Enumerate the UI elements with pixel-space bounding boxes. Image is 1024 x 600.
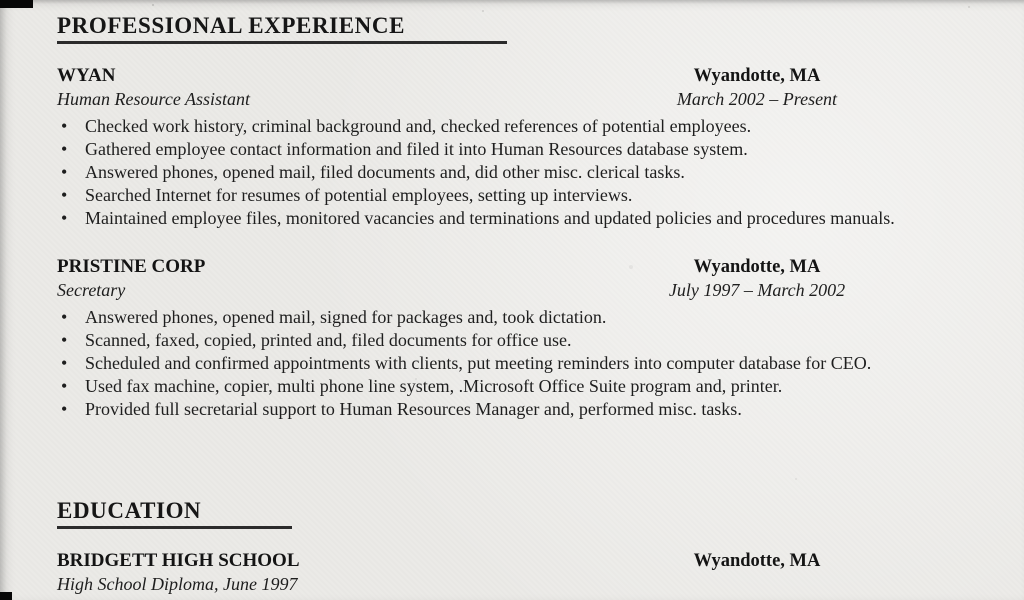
bullet-marker — [57, 398, 85, 421]
bullet-marker — [57, 115, 85, 138]
bullet-marker — [57, 306, 85, 329]
bullet-text: Answered phones, opened mail, filed documents and, did other misc. clerical tasks. — [85, 162, 685, 182]
experience-entry-pristine-corp — [57, 255, 964, 421]
degree-title: High School Diploma, June 1997 — [57, 574, 298, 594]
bullet-text: Searched Internet for resumes of potential employees, setting up interviews. — [85, 185, 633, 205]
bullet-text: Scanned, faxed, copied, printed and, filed documents for office use. — [85, 330, 572, 350]
bullet-item — [57, 161, 964, 184]
bullet-text: Checked work history, criminal background and, checked references of potential employees. — [85, 116, 752, 136]
bullet-marker — [57, 375, 85, 398]
bullet-item — [57, 115, 964, 138]
education-entry-bridgett — [57, 549, 964, 596]
bullet-item — [57, 398, 964, 421]
job-location: Wyandotte, MA — [693, 257, 821, 277]
bullet-text: Maintained employee files, monitored vacancies and terminations and updated policies and procedures manuals. — [85, 208, 895, 228]
bullet-marker — [57, 352, 85, 375]
section-heading-education: EDUCATION — [57, 498, 292, 529]
bullet-list — [57, 306, 964, 421]
bullet-marker — [57, 207, 85, 230]
scan-artifact-bottom-left — [0, 592, 12, 600]
company-row — [57, 255, 964, 279]
section-professional-experience — [57, 13, 964, 421]
bullet-item — [57, 329, 964, 352]
job-title: Secretary — [57, 280, 126, 300]
bullet-marker — [57, 184, 85, 207]
bullet-list — [57, 115, 964, 230]
bullet-text: Scheduled and confirmed appointments with clients, put meeting reminders into computer database for CEO. — [85, 353, 872, 373]
scan-artifact-top-left — [0, 0, 33, 8]
bullet-marker — [57, 138, 85, 161]
company-row — [57, 64, 964, 88]
degree-row — [57, 573, 964, 596]
bullet-text: Provided full secretarial support to Human Resources Manager and, performed misc. tasks. — [85, 399, 742, 419]
school-row — [57, 549, 964, 573]
school-name: BRIDGETT HIGH SCHOOL — [57, 550, 300, 571]
bullet-item — [57, 184, 964, 207]
title-row — [57, 279, 964, 302]
section-heading-professional-experience: PROFESSIONAL EXPERIENCE — [57, 13, 507, 44]
bullet-item — [57, 207, 964, 230]
experience-entry-wyan — [57, 64, 964, 230]
bullet-text: Used fax machine, copier, multi phone line system, .Microsoft Office Suite program and, printer. — [85, 376, 783, 396]
bullet-item — [57, 352, 964, 375]
title-row — [57, 88, 964, 111]
job-dates: March 2002 – Present — [676, 89, 838, 109]
bullet-marker — [57, 161, 85, 184]
bullet-text: Gathered employee contact information and filed it into Human Resources database system. — [85, 139, 748, 159]
bullet-item — [57, 138, 964, 161]
bullet-text: Answered phones, opened mail, signed for packages and, took dictation. — [85, 307, 607, 327]
bullet-marker — [57, 329, 85, 352]
job-dates: July 1997 – March 2002 — [668, 280, 846, 300]
bullet-item — [57, 306, 964, 329]
company-name: WYAN — [57, 65, 116, 86]
job-location: Wyandotte, MA — [693, 66, 821, 86]
company-name: PRISTINE CORP — [57, 256, 206, 277]
school-location: Wyandotte, MA — [693, 551, 821, 571]
section-education — [57, 498, 964, 596]
scan-speckles — [152, 4, 154, 6]
job-title: Human Resource Assistant — [57, 89, 250, 109]
bullet-item — [57, 375, 964, 398]
